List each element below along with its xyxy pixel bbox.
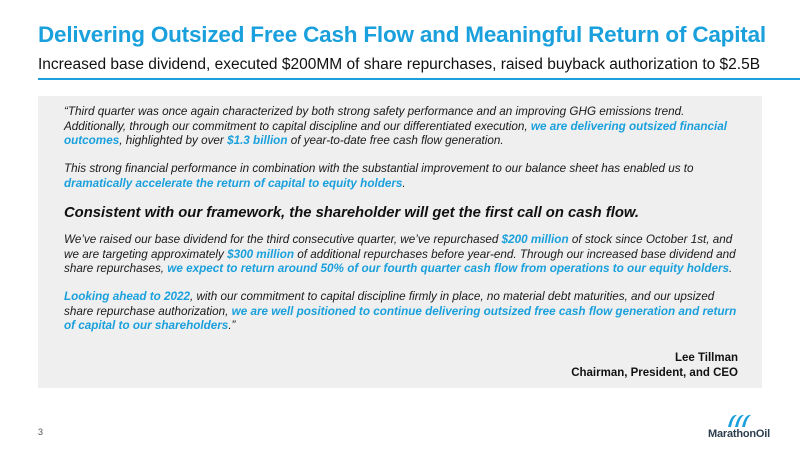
quote-text-segment: of year-to-date free cash flow generation. (287, 134, 504, 148)
quote-box (38, 96, 762, 388)
quote-text-segment: of stock since October 1st, and we are targeting approximately (64, 232, 733, 261)
quote-text (64, 105, 744, 348)
logo-wordmark: MarathonOil (708, 428, 770, 440)
quote-highlight: we are delivering outsized financial outcomes (64, 119, 728, 148)
quote-highlight: $300 million (227, 247, 294, 261)
page-title: Delivering Outsized Free Cash Flow and Meaningful Return of Capital (38, 22, 766, 47)
quote-emphasis-line: Consistent with our framework, the shareholder will get the first call on cash flow. (64, 204, 639, 221)
page-number: 3 (38, 427, 44, 437)
marathon-oil-logo-icon (726, 414, 756, 428)
attribution-name: Lee Tillman (674, 352, 738, 364)
quote-text-segment: of additional repurchases before year-end. Through our increased base dividend and share repurchases, (64, 247, 736, 276)
quote-text-segment: , highlighted by over (119, 134, 228, 148)
quote-paragraph-4 (64, 233, 744, 277)
quote-highlight: dramatically accelerate the return of capital to equity holders (64, 176, 403, 190)
quote-highlight: we are well positioned to continue delivering outsized free cash flow generation and return of capital to our shareholders (64, 304, 737, 333)
quote-text-segment: . (729, 262, 733, 276)
company-logo (660, 414, 770, 444)
quote-paragraph-1 (64, 105, 744, 149)
quote-highlight: we expect to return around 50% of our fourth quarter cash flow from operations to our equity holders (167, 262, 730, 276)
quote-text-segment: . (402, 176, 406, 190)
quote-text-segment: , with our commitment to capital discipline firmly in place, no material debt maturities, and our upsized share repurchase authorization, (64, 290, 715, 318)
quote-paragraph-2 (64, 162, 744, 191)
quote-paragraph-5 (64, 290, 744, 334)
quote-highlight: Looking ahead to 2022 (64, 290, 190, 304)
page-subtitle: Increased base dividend, executed $200MM of share repurchases, raised buyback authorization to $2.5B (38, 56, 761, 73)
attribution-role: Chairman, President, and CEO (571, 366, 738, 379)
quote-highlight: $1.3 billion (227, 134, 288, 148)
header-divider (38, 78, 800, 80)
quote-text-segment: “Third quarter was once again characterized by both strong safety performance and an improving GHG emissions trend. Additionally, through our commitment to capital discipline and our differentiated execution, (64, 105, 685, 133)
quote-text-segment: We’ve raised our base dividend for the third consecutive quarter, we’ve repurchased (64, 232, 502, 246)
quote-text-segment: .” (228, 319, 236, 333)
quote-attribution (571, 351, 738, 380)
quote-highlight: $200 million (501, 232, 569, 246)
quote-text-segment: This strong financial performance in combination with the substantial improvement to our balance sheet has enabled us to (64, 162, 694, 176)
